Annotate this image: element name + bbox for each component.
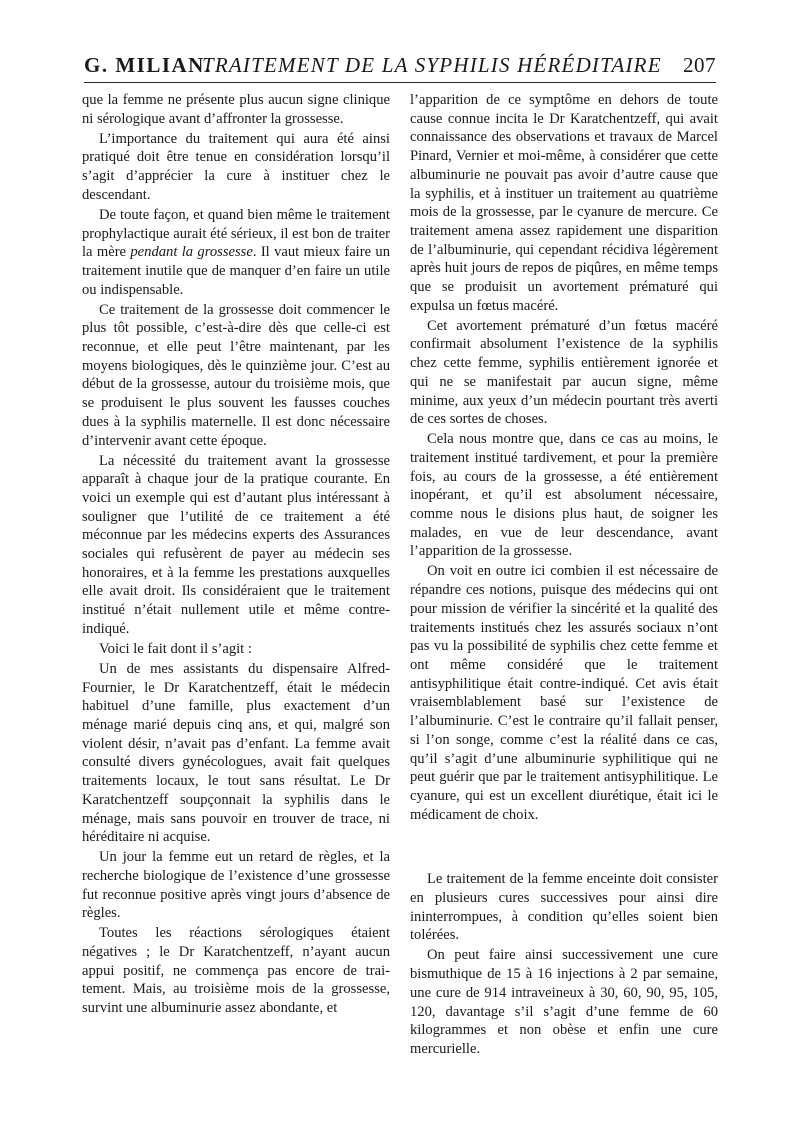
paragraph: Le traitement de la femme enceinte doit consister en plusieurs cures successives pour ainsi dire ininterrompues, à condition qu’elles soient bien tolérées.: [410, 871, 718, 944]
right-column: [410, 91, 718, 1060]
left-column: [82, 91, 390, 1019]
paragraph: Un jour la femme eut un retard de règles, et la recherche biologique de l’existence d’une grossesse fut reconnue positive après vingt jours d’absence de règles.: [82, 849, 390, 922]
paragraph: que la femme ne présente plus aucun signe clinique ni sérologique avant d’affronter la grossesse.: [82, 92, 390, 127]
emphasis-text: pendant la grossesse: [130, 244, 253, 261]
running-header: [84, 52, 716, 83]
header-author: G. MILIAN.: [84, 53, 212, 77]
page-number: 207: [683, 53, 716, 77]
paragraph: Voici le fait dont il s’agit :: [99, 640, 252, 657]
paragraph: Cela nous montre que, dans ce cas au moins, le traitement institué tardivement, et pour la première fois, au cours de la grossesse, a été entièrement inopérant, et qu’il est absolument nécessaire, comme nous le disions plus haut, de soigner les malades, en vue de leur descendance, avant l’apparition de la grossesse.: [410, 431, 718, 560]
paragraph: l’apparition de ce symptôme en dehors de toute cause connue incita le Dr Karatchentzeff, qui avait connaissance des observations et travaux de Marcel Pinard, Vernier et moi-même, à considérer que cette albuminurie ne pouvait pas avoir d’autre cause que la syphilis, et à instituer un traitement au quatrième mois de la grossesse, par le cyanure de mercure. Ce traitement amena assez rapidement une disparition de l’albuminurie, qui cependant récidiva légèrement après huit jours de repos de piqûres, en même temps que se produisit un avortement prématuré qui expulsa un fœtus macéré.: [410, 92, 718, 314]
header-title: TRAITEMENT DE LA SYPHILIS HÉRÉDITAIRE: [202, 53, 662, 77]
paragraph: Un de mes assistants du dispensaire Alfred-Fournier, le Dr Karatchentzeff, était le médecin habituel d’une famille, plus exactement d’un ménage marié depuis cinq ans, et qui, malgré son violent désir, n’avait pas d’enfant. La femme avait consulté divers gynécologues, avait fait quelques traitements locaux, le tout sans résultat. Le Dr Karatchentzeff soupçonnait la syphilis dans le ménage, mais sans pouvoir en trouver de trace, ni héréditaire ni acquise.: [82, 660, 390, 846]
paragraph: On voit en outre ici combien il est nécessaire de répandre ces notions, puisque des médecins qui ont pour mission de vérifier la sincérité et la qualité des traitements institués chez les assurés sociaux n’ont pas vu la possibilité de syphilis chez cette femme et ont même considéré que le traitement antisyphilitique était contre-indiqué. Cet avis était vraisemblablement basé sur l’existence de l’albuminurie. C’est le contraire qu’il fallait penser, si l’on songe, comme c’est la réalité dans ce cas, qu’il s’agit d’une albuminurie syphilitique qui ne peut guérir que par le traitement antisyphilitique. Le cyanure, qui est un excellent diurétique, était ici le médicament de choix.: [410, 563, 718, 823]
paragraph: Ce traitement de la grossesse doit commencer le plus tôt possible, c’est-à-dire dès que celle-ci est reconnue, et elle peut l’être maintenant, par les moyens biologiques, dès le quinzième jour. C’est au début de la grossesse, autour du troisième mois, que se produisent le plus souvent les fausses couches dues à la syphilis maternelle. Il est donc nécessaire d’intervenir avant cette époque.: [82, 301, 390, 449]
paragraph: De toute façon, et quand bien même le traitement prophylactique aurait été sérieux, il est bon de traiter la mère pendant la grossesse. Il vaut mieux faire un traitement inutile que de manquer d’en faire un utile ou indispensable.: [82, 206, 390, 298]
paragraph: L’importance du traitement qui aura été ainsi pratiqué doit être tenue en considération lorsqu’il s’agit d’apprécier la cure à instituer chez le descendant.: [82, 130, 390, 203]
paragraph: Toutes les réactions sérologiques étaient négatives ; le Dr Karatchentzeff, n’ayant aucun appui positif, ne commença pas encore de traitement. Mais, au troisième mois de la grossesse, survint une albuminurie assez abondante, et: [82, 925, 390, 1017]
paragraph: On peut faire ainsi successivement une cure bismuthique de 15 à 16 injections à 2 par semaine, une cure de 914 intraveineux à 30, 60, 90, 95, 105, 120, davantage s’il s’agit d’une femme de 60 kilogrammes et non obèse et enfin une cure mercurielle.: [410, 947, 718, 1057]
paragraph: Cet avortement prématuré d’un fœtus macéré confirmait absolument l’existence de la syphilis chez cette femme, syphilis entièrement ignorée et qui ne se manifestait par aucun signe, même minime, aux yeux d’un médecin pourtant très averti de ces sortes de choses.: [410, 317, 718, 428]
paragraph: La nécessité du traitement avant la grossesse apparaît à chaque jour de la pratique courante. En voici un exemple qui est d’autant plus intéressant à souligner que l’utilité de ce traitement a été méconnue par les médecins experts des Assurances sociales qui refusèrent de payer au médecin ses honoraires, et à la femme les prestations auxquelles elle avait droit. Ils considéraient que le traitement institué n’était nullement utile et même contre-indiqué.: [82, 452, 390, 637]
